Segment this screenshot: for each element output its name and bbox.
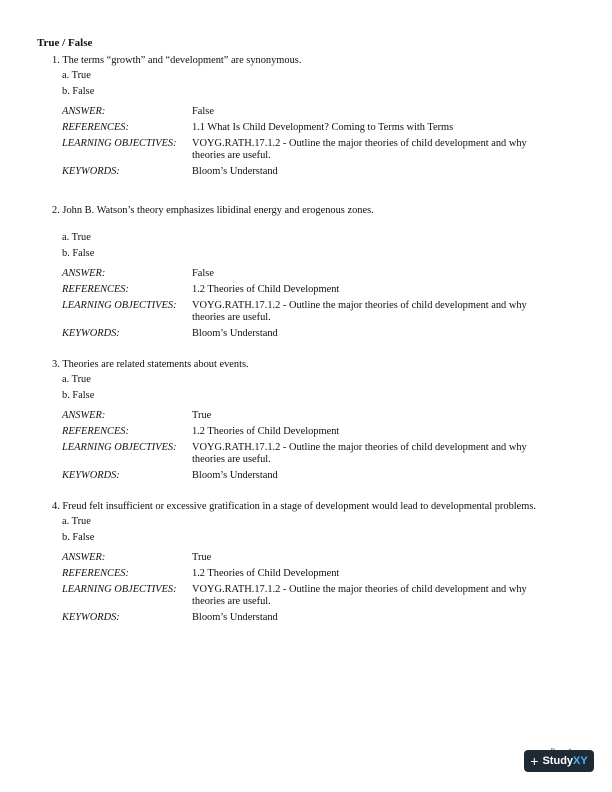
references-value: 1.2 Theories of Child Development xyxy=(192,568,340,579)
references-value: 1.2 Theories of Child Development xyxy=(192,284,340,295)
question-body: The terms “growth” and “development” are synonymous. xyxy=(62,55,302,66)
answer-metadata xyxy=(62,268,572,340)
learning-objectives-label: LEARNING OBJECTIVES: xyxy=(62,138,177,149)
question-body: Freud felt insufficient or excessive gratification in a stage of development would lead to developmental problems. xyxy=(62,501,537,512)
answer-label: ANSWER: xyxy=(62,106,106,117)
keywords-value: Bloom’s Understand xyxy=(192,612,278,623)
keywords-value: Bloom’s Understand xyxy=(192,328,278,339)
keywords-label: KEYWORDS: xyxy=(62,166,120,177)
studyxy-badge[interactable] xyxy=(524,750,594,772)
option-true: a. True xyxy=(62,374,91,385)
answer-metadata xyxy=(62,552,572,624)
option-false: b. False xyxy=(62,248,95,259)
answer-label: ANSWER: xyxy=(62,268,106,279)
question-body: Theories are related statements about events. xyxy=(62,359,249,370)
question-body: John B. Watson’s theory emphasizes libidinal energy and erogenous zones. xyxy=(62,205,374,216)
question-3 xyxy=(52,358,572,486)
question-number: 1. xyxy=(52,55,60,66)
brand-accent: XY xyxy=(573,755,588,767)
question-4 xyxy=(52,500,572,628)
references-label: REFERENCES: xyxy=(62,122,129,133)
option-false: b. False xyxy=(62,86,95,97)
question-number: 3. xyxy=(52,359,60,370)
references-value: 1.1 What Is Child Development? Coming to Terms with Terms xyxy=(192,122,454,133)
option-false: b. False xyxy=(62,390,95,401)
question-1 xyxy=(52,54,572,182)
question-2 xyxy=(52,204,572,344)
question-text xyxy=(52,54,572,68)
answer-label: ANSWER: xyxy=(62,552,106,563)
learning-objectives-value: VOYG.RATH.17.1.2 - Outline the major theories of child development and why theories are useful. xyxy=(192,584,527,607)
references-label: REFERENCES: xyxy=(62,284,129,295)
learning-objectives-value: VOYG.RATH.17.1.2 - Outline the major theories of child development and why theories are useful. xyxy=(192,300,527,323)
question-text xyxy=(52,358,572,372)
option-true: a. True xyxy=(62,516,91,527)
answer-metadata xyxy=(62,410,572,482)
references-label: REFERENCES: xyxy=(62,568,129,579)
answer-value: False xyxy=(192,268,214,279)
keywords-value: Bloom’s Understand xyxy=(192,470,278,481)
answer-value: True xyxy=(192,410,212,421)
brand-main: Study xyxy=(542,755,574,767)
keywords-label: KEYWORDS: xyxy=(62,612,120,623)
references-value: 1.2 Theories of Child Development xyxy=(192,426,340,437)
question-text xyxy=(52,500,572,514)
section-title: True / False xyxy=(37,37,93,49)
learning-objectives-value: VOYG.RATH.17.1.2 - Outline the major theories of child development and why theories are useful. xyxy=(192,138,527,161)
option-false: b. False xyxy=(62,532,95,543)
question-text xyxy=(52,204,572,218)
option-true: a. True xyxy=(62,232,91,243)
learning-objectives-label: LEARNING OBJECTIVES: xyxy=(62,584,177,595)
option-true: a. True xyxy=(62,70,91,81)
answer-value: True xyxy=(192,552,212,563)
references-label: REFERENCES: xyxy=(62,426,129,437)
answer-value: False xyxy=(192,106,214,117)
plus-icon: + xyxy=(530,753,539,769)
keywords-label: KEYWORDS: xyxy=(62,470,120,481)
learning-objectives-value: VOYG.RATH.17.1.2 - Outline the major theories of child development and why theories are useful. xyxy=(192,442,527,465)
keywords-label: KEYWORDS: xyxy=(62,328,120,339)
question-number: 4. xyxy=(52,501,60,512)
learning-objectives-label: LEARNING OBJECTIVES: xyxy=(62,442,177,453)
keywords-value: Bloom’s Understand xyxy=(192,166,278,177)
answer-metadata xyxy=(62,106,572,178)
question-number: 2. xyxy=(52,205,60,216)
answer-label: ANSWER: xyxy=(62,410,106,421)
learning-objectives-label: LEARNING OBJECTIVES: xyxy=(62,300,177,311)
